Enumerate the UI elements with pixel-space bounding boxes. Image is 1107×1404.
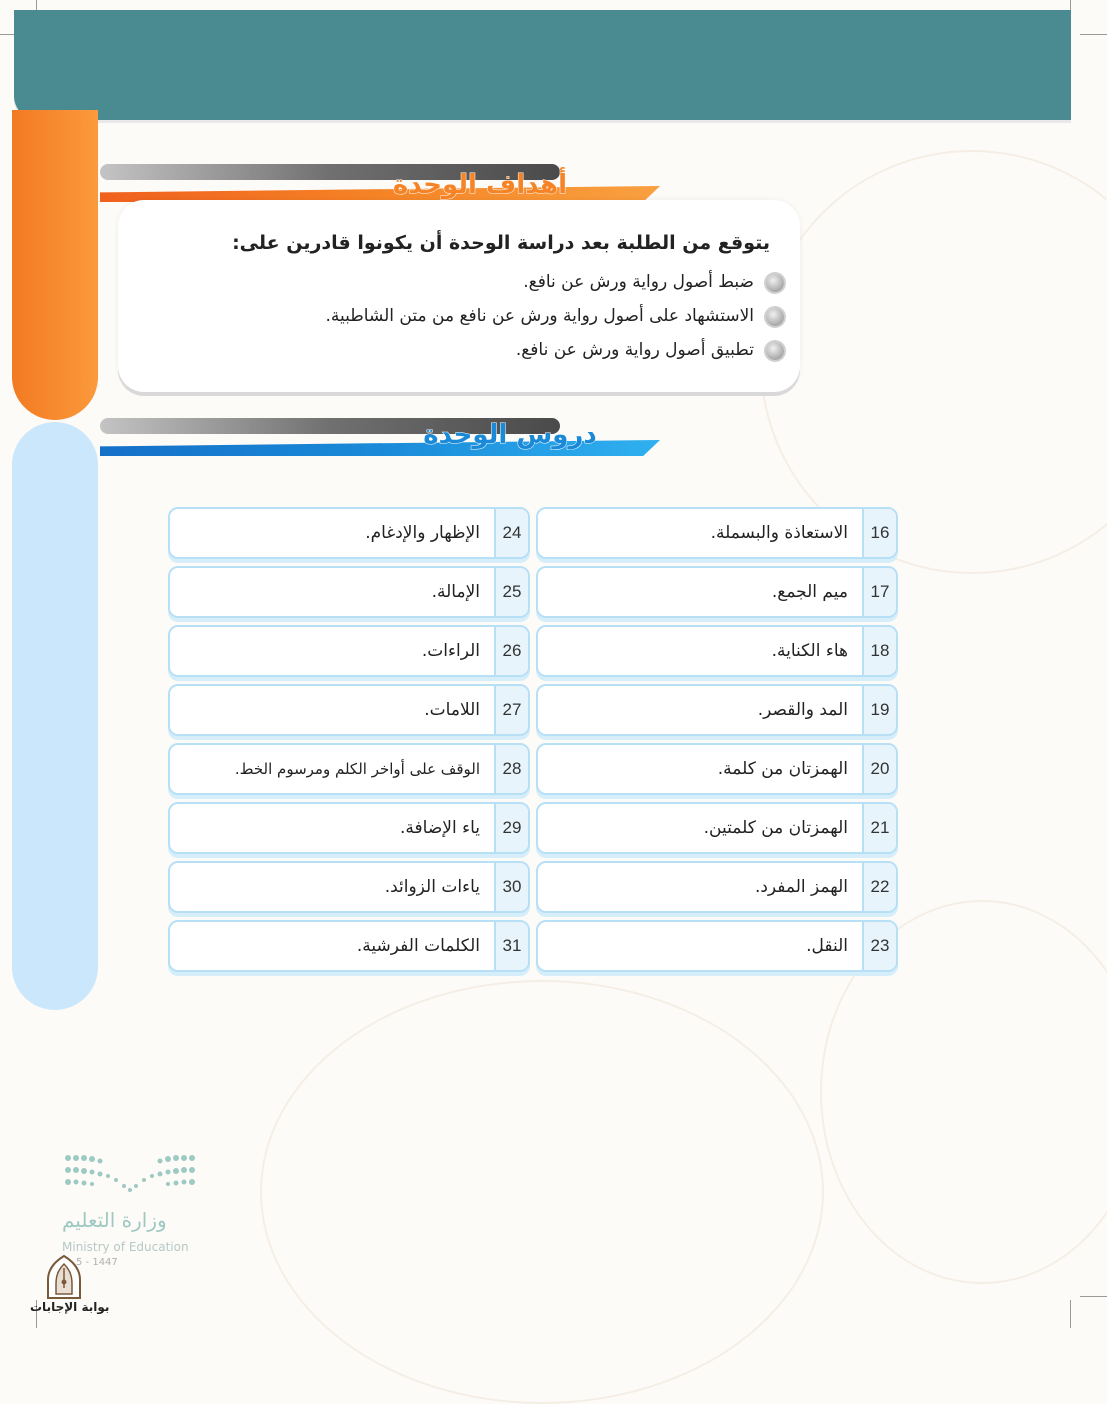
lesson-item[interactable] [536, 625, 898, 677]
bullet-icon [766, 274, 784, 292]
lesson-item[interactable] [168, 625, 530, 677]
ministry-logo-icon [62, 1152, 198, 1200]
goals-heading: أهداف الوحدة [392, 170, 568, 200]
lesson-number: 18 [862, 627, 896, 675]
bullet-icon [766, 342, 784, 360]
background-pattern [260, 980, 824, 1404]
goal-item [325, 306, 754, 326]
lesson-title: الهمز المفرد. [754, 877, 848, 897]
crop-mark [1070, 1300, 1071, 1328]
lesson-number: 30 [494, 863, 528, 911]
lesson-title: الإمالة. [431, 582, 480, 602]
lesson-number: 24 [494, 509, 528, 557]
lesson-item[interactable] [168, 861, 530, 913]
header-band [14, 10, 1071, 120]
lesson-number: 28 [494, 745, 528, 793]
lesson-title: الإظهار والإدغام. [365, 523, 480, 543]
lesson-item[interactable] [536, 861, 898, 913]
lesson-item[interactable] [536, 920, 898, 972]
lesson-number: 21 [862, 804, 896, 852]
lesson-item[interactable] [536, 566, 898, 618]
lesson-title: اللامات. [424, 700, 480, 720]
ministry-name-english: Ministry of Education [62, 1240, 189, 1254]
lesson-number: 23 [862, 922, 896, 970]
lesson-item[interactable] [536, 802, 898, 854]
goal-text: تطبيق أصول رواية ورش عن نافع. [515, 340, 754, 360]
goal-item [516, 340, 754, 360]
site-name: بوابة الإجابات [30, 1300, 110, 1314]
lesson-item[interactable] [536, 507, 898, 559]
lesson-title: الهمزتان من كلمتين. [703, 818, 848, 838]
ministry-name-arabic: وزارة التعليم [62, 1208, 167, 1232]
lesson-title: الكلمات الفرشية. [356, 936, 480, 956]
lesson-number: 17 [862, 568, 896, 616]
lesson-item[interactable] [168, 684, 530, 736]
lesson-title: الوقف على أواخر الكلم ومرسوم الخط. [234, 760, 480, 778]
lesson-number: 29 [494, 804, 528, 852]
lesson-item[interactable] [168, 802, 530, 854]
lesson-item[interactable] [168, 743, 530, 795]
bullet-icon [766, 308, 784, 326]
goals-side-tab [12, 110, 98, 420]
lesson-number: 19 [862, 686, 896, 734]
lesson-number: 25 [494, 568, 528, 616]
lesson-number: 31 [494, 922, 528, 970]
goal-text: ضبط أصول رواية ورش عن نافع. [523, 272, 754, 292]
lesson-title: الهمزتان من كلمة. [717, 759, 848, 779]
lesson-number: 20 [862, 745, 896, 793]
crop-mark [1080, 34, 1107, 35]
goal-item [523, 272, 754, 292]
goals-card [118, 200, 800, 392]
lesson-item[interactable] [168, 566, 530, 618]
lesson-title: الراءات. [421, 641, 480, 661]
lesson-number: 27 [494, 686, 528, 734]
edition-year: 5 - 1447 [76, 1257, 118, 1268]
lesson-item[interactable] [168, 507, 530, 559]
goals-intro: يتوقع من الطلبة بعد دراسة الوحدة أن يكونوا قادرين على: [232, 232, 770, 254]
goal-text: الاستشهاد على أصول رواية ورش عن نافع من متن الشاطبية. [325, 306, 754, 326]
lesson-number: 22 [862, 863, 896, 911]
lessons-heading: دروس الوحدة [423, 420, 597, 450]
pen-nib-logo-icon [44, 1254, 84, 1300]
lesson-item[interactable] [536, 684, 898, 736]
lesson-item[interactable] [168, 920, 530, 972]
lesson-title: النقل. [806, 936, 848, 956]
lesson-number: 16 [862, 509, 896, 557]
lessons-side-tab [12, 422, 98, 1010]
lesson-title: ميم الجمع. [771, 582, 848, 602]
lesson-number: 26 [494, 627, 528, 675]
lesson-title: ياء الإضافة. [400, 818, 480, 838]
lesson-title: الاستعاذة والبسملة. [710, 523, 848, 543]
lesson-item[interactable] [536, 743, 898, 795]
crop-mark [1080, 1296, 1107, 1297]
lesson-title: هاء الكناية. [771, 641, 848, 661]
lesson-title: المد والقصر. [757, 700, 848, 720]
lesson-title: ياءات الزوائد. [384, 877, 480, 897]
